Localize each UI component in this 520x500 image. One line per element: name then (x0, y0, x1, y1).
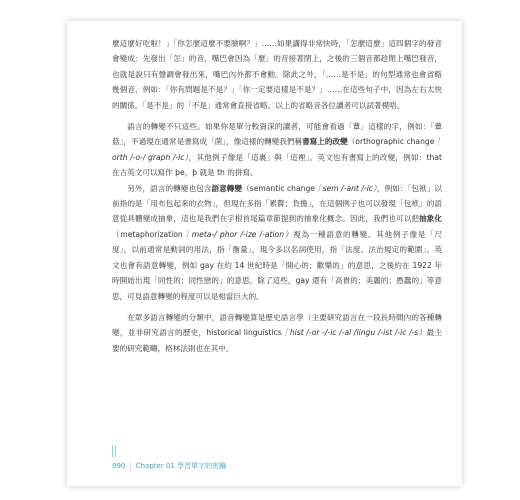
paragraph-4 (112, 310, 442, 356)
etymology-semantic: ｜sem /-ant /-ic） (314, 183, 377, 193)
page-number: 090 (112, 462, 126, 470)
paragraph-3-rest: 視為一種語意的轉變。其他例子像是「尺度」，以前通常是動詞的用法，指「衡量」，現今多以名詞使用，指「法度、法治規定的範圍」。英文也會有語意轉變，例如 gay 在約 14 世紀時是「開心的；歡樂的」的意思，之後約在 1922 年時開始出現「同性的；同性戀的」的意思，除了這些，gay 還有「高貴的；美麗的；愚蠢的」等意思，可見語意轉變的程度可以是相當巨大的。 (112, 229, 443, 301)
etymology-orthographic: ｜orth /-o-/ graph /-ic） (112, 137, 443, 162)
footer-separator: | (129, 462, 132, 470)
paragraph-1-text: 麼這麼好吃啦！」「你怎麼這麼不要臉啊？」……如果講得非常快時，「怎麼這麼」這四個字的發音會變成：先發出「怎」的音，嘴巴會因為「麼」的音接著閉上，之後的三個音都趁閉上嘴巴發音，也就是說只有聲調會發出來，嘴巴內外都不會動。除此之外，「……是不是」的句型通常也會省略幾個音，例如：「你有問題是不是？」「你一定要這樣是不是？」……在這些句子中，因為左右太快的關係，「是不是」的「不是」通常會直接省略。以上的省略音各位讀者可以試著模唔。 (112, 39, 442, 110)
paragraph-2 (112, 119, 442, 181)
paragraph-2-gloss: （orthographic change (347, 137, 435, 147)
footer-accent-bar (112, 445, 116, 457)
book-page (67, 21, 462, 486)
etymology-metaphorization: ｜meta-/ phor /-ize /-ation） (182, 229, 294, 239)
paragraph-3-gloss: （semantic change (242, 183, 315, 193)
paragraph-3-body: ，例如：「包袱」以前指的是「用布包起來的衣物」，但現在多指「累贅；負擔」，在這個例子也可以發現「包袱」的語意從具體變成抽象，這也是我們在字根首尾篇章節提到的抽象化概念。因此，我們也可以把 (112, 183, 442, 224)
paragraph-3 (112, 181, 442, 304)
paragraph-2-text: 語言的轉變不只這些。如果你是單分較資深的讀者，可能會看過「蕈」這樣的字，例如：「蕈菇」，不過現在通常是書寫成「菌」，像這樣的轉變我們稱 (112, 122, 442, 147)
etymology-historical-linguistics: ｜hist /-or -/-ic /-al /lingu /-ist /-ic /-s） (281, 328, 427, 338)
paragraph-2-rest: ，其他例子像是「這裏」與「這裡」。英文也有書寫上的改變，例如：that 在古英文可以寫作 þe，þ 就是 th 的拼寫。 (112, 152, 442, 178)
paragraph-1 (112, 36, 442, 113)
paragraph-4-rest: 最主要的研究範疇，格林法則也在其中。 (112, 328, 442, 353)
chapter-title: Chapter 01 學習單字的密鑰 (135, 462, 227, 470)
term-metaphorization: 抽象化 (419, 214, 443, 224)
term-orthographic-change: 書寫上的改變 (302, 137, 348, 147)
term-semantic-change: 語意轉變 (211, 183, 243, 193)
paragraph-3-gloss-2: （metaphorization (112, 229, 183, 239)
body-text (112, 36, 442, 356)
page-footer (112, 461, 226, 471)
paragraph-4-text: 在眾多語言轉變的分類中，語音轉變算是歷史語言學（主要研究語言在一段長時間內的各種轉變，並非研究語言的歷史，historical linguistics (112, 312, 442, 338)
paragraph-3-text: 另外，語言的轉變也包含 (127, 183, 212, 193)
